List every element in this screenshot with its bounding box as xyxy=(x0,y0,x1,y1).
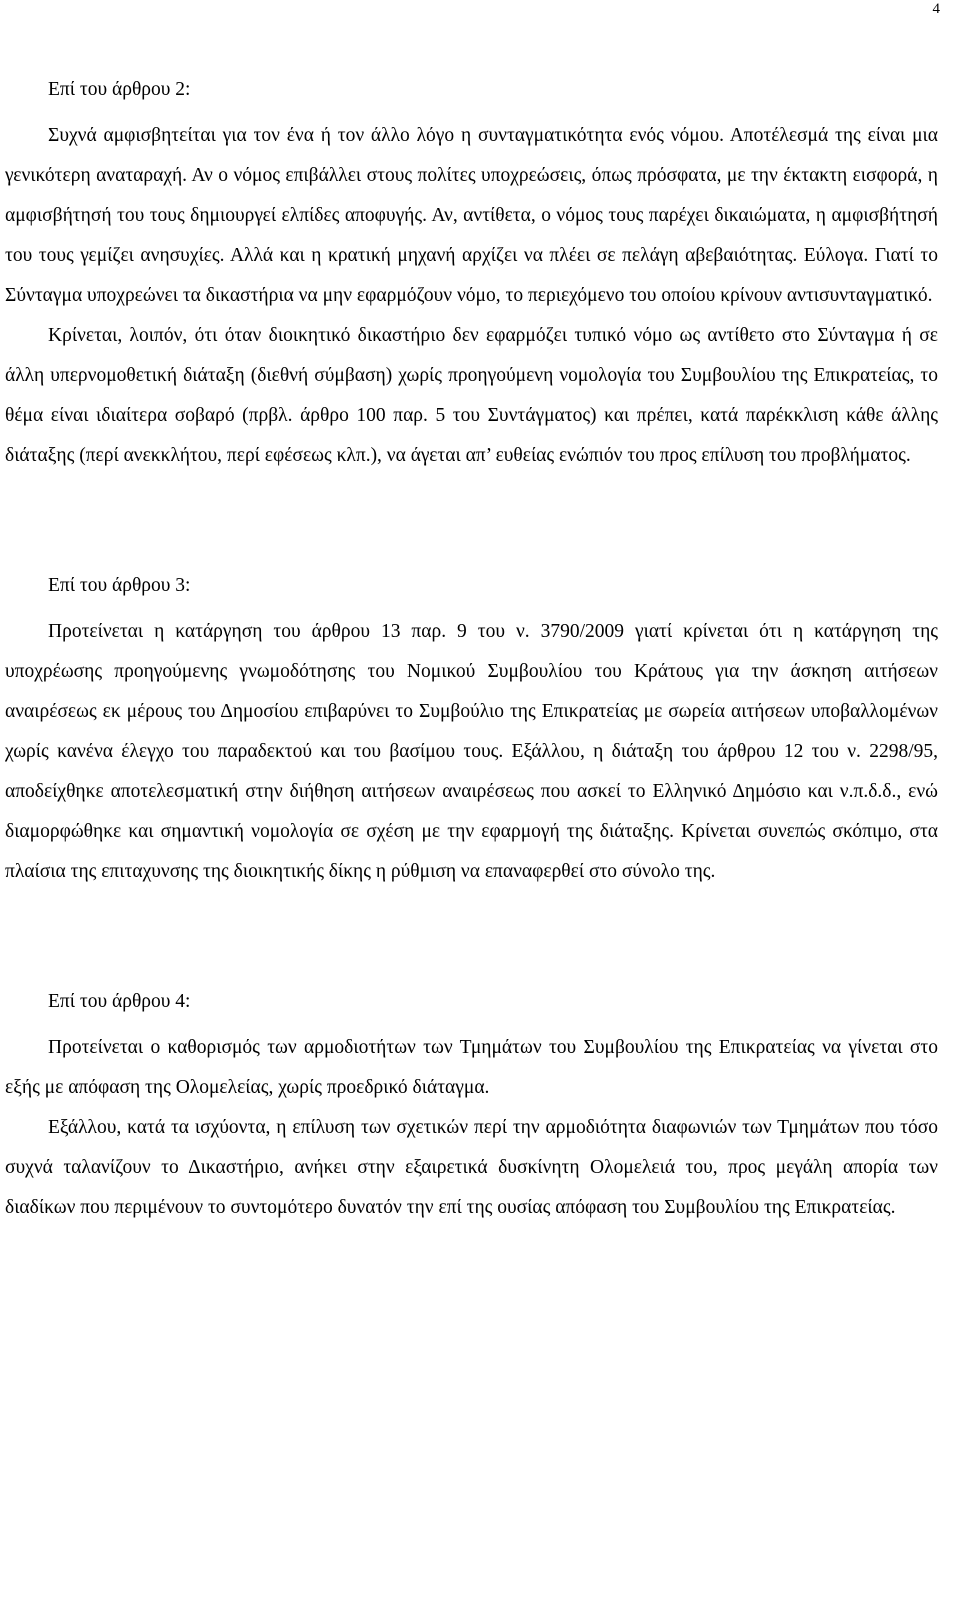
page-number: 4 xyxy=(932,1,940,17)
section-heading: Επί του άρθρου 3: xyxy=(48,575,191,596)
section-heading: Επί του άρθρου 2: xyxy=(48,79,191,100)
section-article-2 xyxy=(5,70,938,476)
document-body xyxy=(5,70,938,1228)
paragraph: Κρίνεται, λοιπόν, ότι όταν διοικητικό δικαστήριο δεν εφαρμόζει τυπικό νόμο ως αντίθετο στο Σύνταγμα ή σε άλλη υπερνομοθετική διάταξη (διεθνή σύμβαση) χωρίς προηγούμενη νομολογία του Συμβουλίου της Επικρατείας, το θέμα είναι ιδιαίτερα σοβαρό (πρβλ. άρθρο 100 παρ. 5 του Συντάγματος) και πρέπει, κατά παρέκκλιση κάθε άλλης διάταξης (περί ανεκκλήτου, περί εφέσεως κλπ.), να άγεται απ’ ευθείας ενώπιόν του προς επίλυση του προβλήματος. xyxy=(5,325,938,466)
paragraph: Συχνά αμφισβητείται για τον ένα ή τον άλλο λόγο η συνταγματικότητα ενός νόμου. Αποτέλεσμά της είναι μια γενικότερη αναταραχή. Αν ο νόμος επιβάλλει στους πολίτες υποχρεώσεις, όπως πρόσφατα, με την έκτακτη εισφορά, η αμφισβήτησή του τους δημιουργεί ελπίδες αποφυγής. Αν, αντίθετα, ο νόμος τους παρέχει δικαιώματα, η αμφισβήτησή του τους γεμίζει ανησυχίες. Αλλά και η κρατική μηχανή αρχίζει να πλέει σε πελάγη αβεβαιότητας. Εύλογα. Γιατί το Σύνταγμα υποχρεώνει τα δικαστήρια να μην εφαρμόζουν νόμο, το περιεχόμενο του οποίου κρίνουν αντισυνταγματικό. xyxy=(5,125,938,306)
paragraph: Προτείνεται η κατάργηση του άρθρου 13 παρ. 9 του ν. 3790/2009 γιατί κρίνεται ότι η κατάργηση της υποχρέωσης προηγούμενης γνωμοδότησης του Νομικού Συμβουλίου του Κράτους για την άσκηση αιτήσεων αναιρέσεως εκ μέρους του Δημοσίου επιβαρύνει το Συμβούλιο της Επικρατείας με σωρεία αιτήσεων υποβαλλομένων χωρίς κανένα έλεγχο του παραδεκτού και του βασίμου τους. Εξάλλου, η διάταξη του άρθρου 12 του ν. 2298/95, αποδείχθηκε αποτελεσματική στην διήθηση αιτήσεων αναιρέσεως που ασκεί το Ελληνικό Δημόσιο και ν.π.δ.δ., ενώ διαμορφώθηκε και σημαντική νομολογία σε σχέση με την εφαρμογή της διάταξης. Κρίνεται συνεπώς σκόπιμο, στα πλαίσια της επιταχυνσης της διοικητικής δίκης η ρύθμιση να επαναφερθεί στο σύνολο της. xyxy=(5,621,938,882)
section-heading: Επί του άρθρου 4: xyxy=(48,991,191,1012)
paragraph: Προτείνεται ο καθορισμός των αρμοδιοτήτων των Τμημάτων του Συμβουλίου της Επικρατείας να γίνεται στο εξής με απόφαση της Ολομελείας, χωρίς προεδρικό διάταγμα. xyxy=(5,1037,938,1098)
section-article-4 xyxy=(5,982,938,1228)
paragraph: Εξάλλου, κατά τα ισχύοντα, η επίλυση των σχετικών περί την αρμοδιότητα διαφωνιών των Τμημάτων που τόσο συχνά ταλανίζουν το Δικαστήριο, ανήκει στην εξαιρετικά δυσκίνητη Ολομελειά του, προς μεγάλη απορία των διαδίκων που περιμένουν το συντομότερο δυνατόν την επί της ουσίας απόφαση του Συμβουλίου της Επικρατείας. xyxy=(5,1117,938,1218)
section-article-3 xyxy=(5,566,938,892)
